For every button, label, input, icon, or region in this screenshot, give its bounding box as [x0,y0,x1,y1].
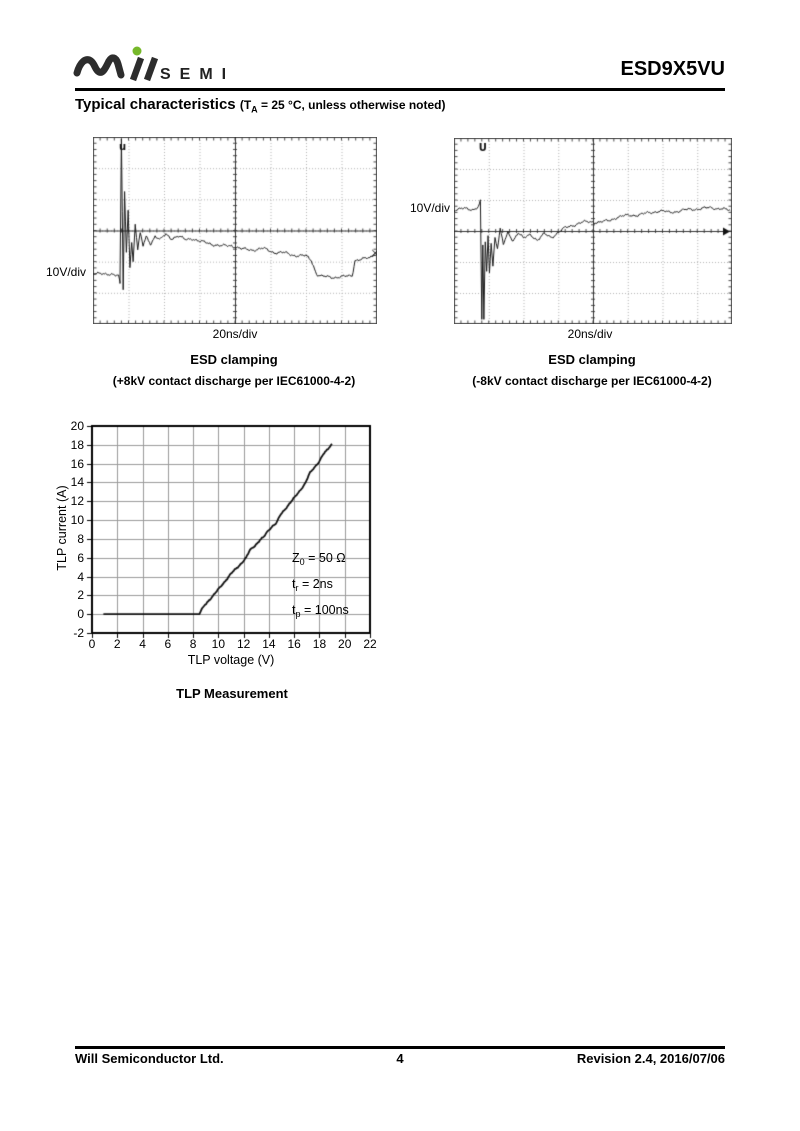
will-semi-logo [73,46,159,88]
tlp-x-tick-label: 12 [236,637,251,651]
tlp-annotation-line: $t_p = 100ns$ [292,603,349,619]
scope-plot-negative [454,138,732,324]
tlp-x-axis-title: TLP voltage (V) [187,653,275,667]
logo-green-dot [133,47,142,56]
page-title-main: Typical characteristics [75,96,236,113]
tlp-y-tick-label: 2 [77,588,84,603]
header-rule [75,88,725,91]
tlp-x-tick-label: 22 [363,637,377,651]
part-number: ESD9X5VU [620,58,725,80]
tlp-x-tick-label: 16 [287,637,301,651]
tlp-y-tick-label: 0 [77,607,84,622]
tlp-x-tick-label: 18 [312,637,327,651]
logo-wave-mark [77,58,121,75]
tlp-y-tick-label: 14 [70,475,84,490]
scope-vdiv-label-left: 10V/div [46,265,87,279]
tlp-y-tick-label: -2 [73,626,84,640]
caption-tlp-measurement: TLP Measurement [176,686,288,701]
footer-page-number: 4 [396,1051,404,1066]
tlp-y-tick-label: 16 [70,456,84,471]
caption-esd-clamping-negative: ESD clamping [548,352,636,367]
tlp-y-tick-label: 18 [70,437,84,452]
tlp-x-tick-label: 4 [139,637,146,651]
caption-esd-clamping-positive: ESD clamping [190,352,278,367]
tlp-x-tick-label: 0 [88,637,96,651]
scope-tdiv-label-right: 20ns/div [567,327,613,341]
tlp-annotation-line: $t_r = 2ns$ [292,577,333,593]
footer-revision: Revision 2.4, 2016/07/06 [576,1051,725,1066]
subcaption-esd-positive: (+8kV contact discharge per IEC61000-4-2) [112,374,356,388]
footer-company: Will Semiconductor Ltd. [75,1051,224,1066]
tlp-x-tick-label: 2 [113,637,121,651]
tlp-x-tick-label: 8 [189,637,197,651]
tlp-x-tick-label: 6 [164,637,172,651]
logo-semi-text: SEMI [160,66,236,83]
tlp-annotations [292,547,349,625]
scope-plot-positive [93,137,377,324]
tlp-annotation-line: $Z_0 = 50$ Ω [292,551,346,567]
subcaption-esd-negative: (-8kV contact discharge per IEC61000-4-2) [472,374,712,388]
tlp-y-tick-label: 10 [70,513,84,528]
page-title-condition: ($T_A = 25$ °C, unless otherwise noted) [239,98,446,115]
tlp-y-tick-label: 12 [70,494,84,509]
scope-vdiv-label-right: 10V/div [410,201,451,215]
tlp-y-tick-label: 20 [70,419,84,433]
tlp-x-tick-label: 10 [211,637,226,651]
scope-tdiv-label-left: 20ns/div [212,327,258,341]
tlp-y-axis-title: TLP current (A) [55,485,69,571]
footer-rule [75,1046,725,1049]
tlp-x-tick-label: 20 [338,637,352,651]
tlp-x-tick-label: 14 [262,637,276,651]
page-title [75,96,446,114]
tlp-y-tick-label: 6 [77,550,84,565]
tlp-y-tick-label: 8 [77,531,84,546]
logo-slash-2 [147,58,155,80]
logo-slash-1 [133,58,141,80]
tlp-y-tick-label: 4 [77,569,84,584]
